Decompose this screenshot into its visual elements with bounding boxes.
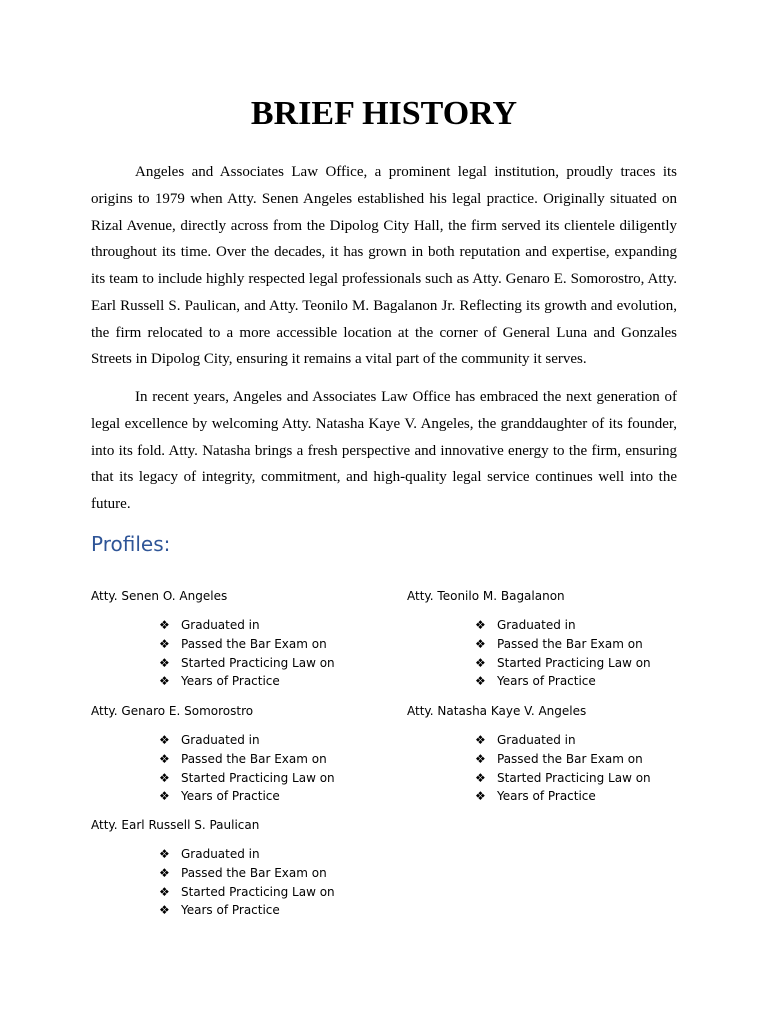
history-paragraph-1: Angeles and Associates Law Office, a prominent legal institution, proudly traces its origins to 1979 when Atty. Senen Angeles established his legal practice. Originally situated on Rizal Avenue, directly across from the Dipolog City Hall, the firm served its clientele diligently throughout its time. Over the decades, it has grown in both reputation and expertise, expanding its team to include highly respected legal professionals such as Atty. Genaro E. Somorostro, Atty. Earl Russell S. Paulican, and Atty. Teonilo M. Bagalanon Jr. Reflecting its growth and evolution, the firm relocated to a more accessible location at the corner of General Luna and Gonzales Streets in Dipolog City, ensuring it remains a vital part of the community it serves. (91, 164, 677, 368)
list-item-label: Years of Practice (497, 789, 596, 804)
diamond-bullet-icon: ❖ (475, 789, 486, 804)
diamond-bullet-icon: ❖ (475, 618, 486, 632)
list-item-label: Years of Practice (181, 903, 280, 918)
list-item-label: Passed the Bar Exam on (497, 751, 643, 766)
history-paragraph-2: In recent years, Angeles and Associates Law Office has embraced the next generation of legal excellence by welcoming Atty. Natasha Kaye V. Angeles, the granddaughter of its founder, into its fold. Atty. Natasha brings a fresh perspective and innovative energy to the firm, ensuring that its legacy of integrity, commitment, and high-quality legal service continues well into the future. (91, 389, 677, 512)
list-item (159, 901, 391, 920)
list-item-label: Passed the Bar Exam on (497, 636, 643, 651)
diamond-bullet-icon: ❖ (475, 751, 486, 766)
diamond-bullet-icon: ❖ (159, 655, 170, 670)
list-item (475, 750, 707, 769)
list-item-label: Graduated in (497, 618, 576, 632)
page-title: BRIEF HISTORY (250, 95, 518, 132)
list-item (475, 672, 707, 691)
profiles-heading: Profiles: (91, 532, 171, 556)
list-item-label: Started Practicing Law on (181, 655, 335, 670)
diamond-bullet-icon: ❖ (475, 636, 486, 651)
diamond-bullet-icon: ❖ (159, 847, 170, 861)
list-item (159, 883, 391, 902)
diamond-bullet-icon: ❖ (159, 733, 170, 747)
diamond-bullet-icon: ❖ (475, 655, 486, 670)
diamond-bullet-icon: ❖ (159, 618, 170, 632)
diamond-bullet-icon: ❖ (159, 789, 170, 804)
profile-name: Atty. Genaro E. Somorostro (91, 704, 254, 718)
list-item (159, 769, 391, 788)
profile-details-list (91, 845, 391, 920)
diamond-bullet-icon: ❖ (475, 733, 486, 747)
list-item-label: Years of Practice (181, 674, 280, 689)
list-item (159, 616, 391, 635)
diamond-bullet-icon: ❖ (159, 884, 170, 899)
list-item (475, 635, 707, 654)
list-item (475, 616, 707, 635)
list-item-label: Graduated in (181, 733, 260, 747)
profile-natasha-angeles (407, 702, 707, 806)
list-item (475, 654, 707, 673)
profile-details-list (91, 616, 391, 691)
diamond-bullet-icon: ❖ (159, 903, 170, 918)
profile-name: Atty. Teonilo M. Bagalanon (407, 589, 565, 603)
list-item (475, 731, 707, 750)
list-item (159, 654, 391, 673)
profile-teonilo-bagalanon (407, 587, 707, 691)
profile-details-list (91, 731, 391, 806)
diamond-bullet-icon: ❖ (159, 751, 170, 766)
profile-senen-angeles (91, 587, 391, 691)
list-item (159, 845, 391, 864)
profile-name: Atty. Senen O. Angeles (91, 589, 228, 603)
list-item-label: Years of Practice (181, 789, 280, 804)
profile-genaro-somorostro (91, 702, 391, 806)
list-item (159, 787, 391, 806)
list-item-label: Passed the Bar Exam on (181, 751, 327, 766)
list-item-label: Graduated in (181, 847, 260, 861)
list-item-label: Started Practicing Law on (181, 884, 335, 899)
diamond-bullet-icon: ❖ (159, 770, 170, 785)
list-item (159, 864, 391, 883)
list-item-label: Graduated in (181, 618, 260, 632)
list-item-label: Graduated in (497, 733, 576, 747)
list-item (159, 672, 391, 691)
diamond-bullet-icon: ❖ (159, 636, 170, 651)
diamond-bullet-icon: ❖ (475, 770, 486, 785)
diamond-bullet-icon: ❖ (159, 674, 170, 689)
list-item (159, 635, 391, 654)
profile-details-list (407, 616, 707, 691)
profile-name: Atty. Earl Russell S. Paulican (91, 818, 260, 832)
list-item-label: Years of Practice (497, 674, 596, 689)
profile-details-list (407, 731, 707, 806)
list-item (159, 731, 391, 750)
list-item-label: Started Practicing Law on (497, 770, 651, 785)
profile-name: Atty. Natasha Kaye V. Angeles (407, 704, 587, 718)
list-item-label: Started Practicing Law on (497, 655, 651, 670)
profile-earl-paulican (91, 816, 391, 920)
list-item (475, 787, 707, 806)
list-item-label: Passed the Bar Exam on (181, 636, 327, 651)
diamond-bullet-icon: ❖ (159, 865, 170, 880)
list-item (475, 769, 707, 788)
diamond-bullet-icon: ❖ (475, 674, 486, 689)
list-item (159, 750, 391, 769)
list-item-label: Started Practicing Law on (181, 770, 335, 785)
list-item-label: Passed the Bar Exam on (181, 865, 327, 880)
